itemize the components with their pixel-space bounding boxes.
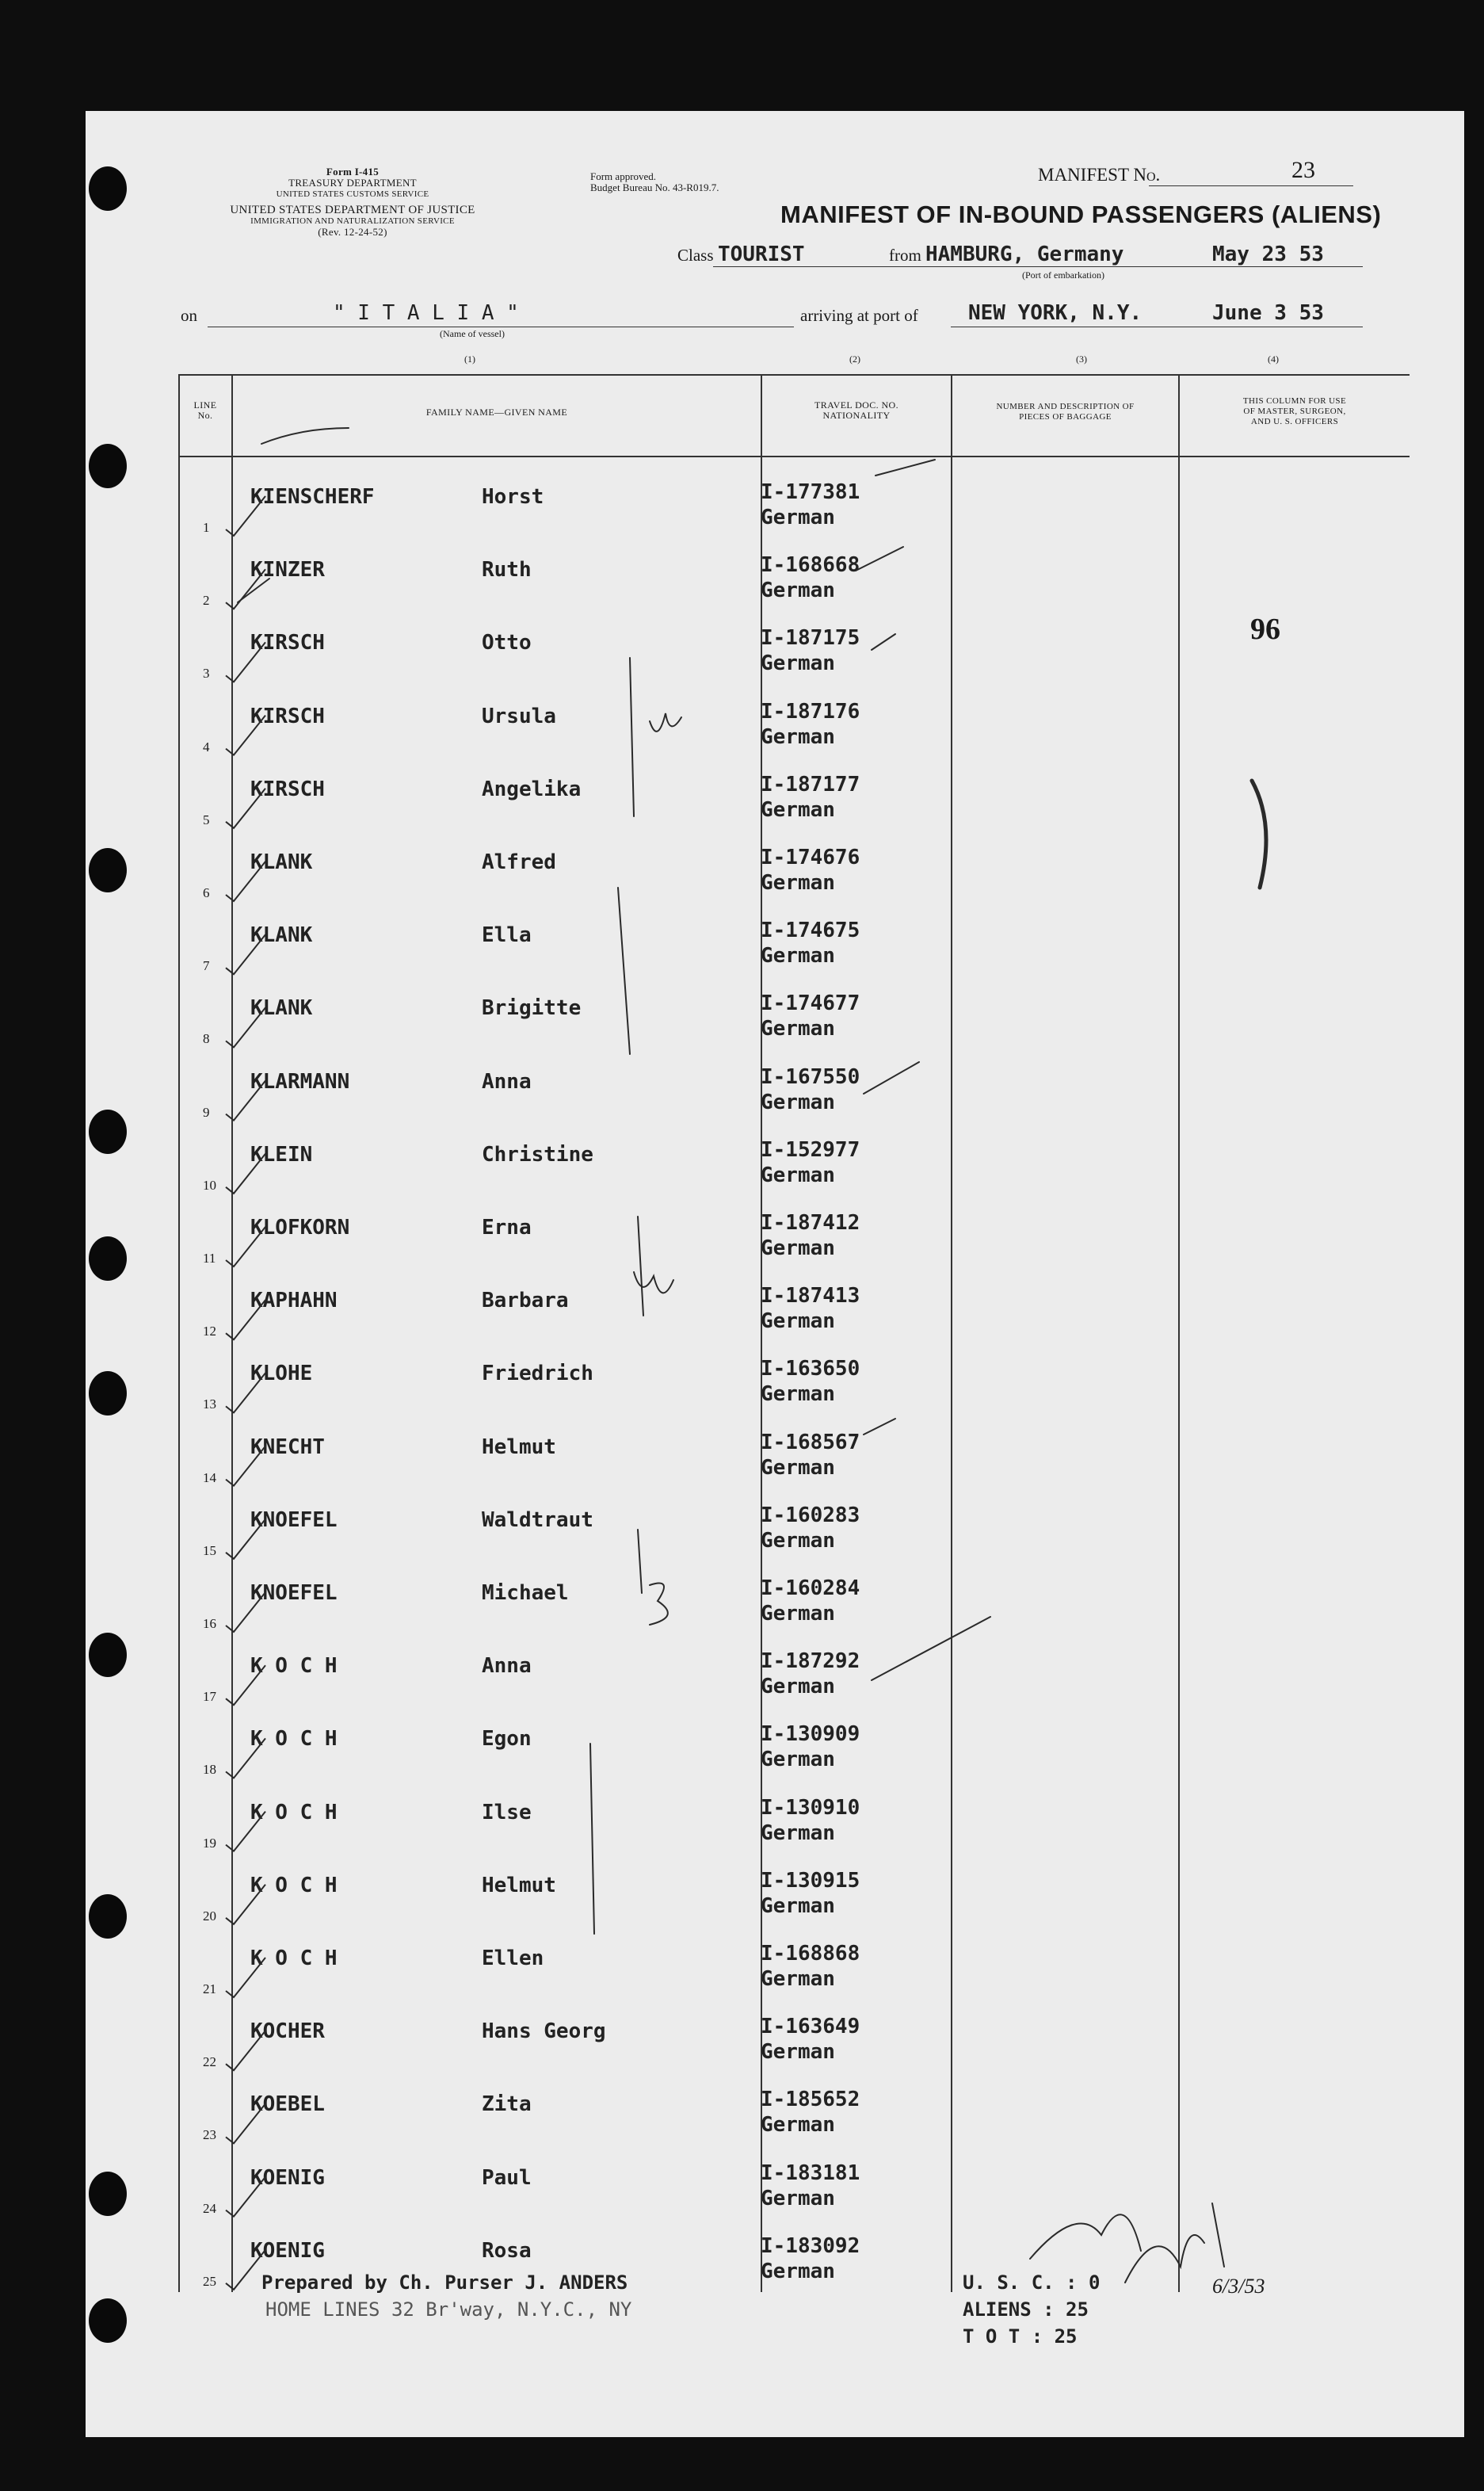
nationality: German bbox=[761, 1675, 835, 1699]
given-name: Ursula bbox=[482, 704, 556, 728]
col-num-2: (2) bbox=[849, 353, 860, 365]
line-number: 13 bbox=[203, 1396, 216, 1412]
nationality: German bbox=[761, 579, 835, 603]
family-name: KLANK bbox=[250, 850, 313, 874]
nationality: German bbox=[761, 1017, 835, 1041]
nationality: German bbox=[761, 944, 835, 969]
table-row bbox=[86, 1790, 1464, 1863]
line-number: 23 bbox=[203, 2127, 216, 2143]
given-name: Horst bbox=[482, 485, 544, 509]
given-name: Michael bbox=[482, 1581, 569, 1605]
travel-doc-no: I-160283 bbox=[761, 1503, 860, 1527]
travel-doc-no: I-187412 bbox=[761, 1211, 860, 1235]
table-row bbox=[86, 985, 1464, 1058]
col-header-name: FAMILY NAME—GIVEN NAME bbox=[425, 407, 568, 418]
col-header-doc-2: NATIONALITY bbox=[822, 410, 891, 421]
prepared-by: Prepared by Ch. Purser J. ANDERS bbox=[261, 2271, 628, 2294]
travel-doc-no: I-183092 bbox=[761, 2233, 860, 2258]
table-row bbox=[86, 1643, 1464, 1716]
family-name: KLOHE bbox=[250, 1362, 313, 1386]
officer-note: 96 bbox=[1250, 613, 1280, 646]
family-name: KNECHT bbox=[250, 1435, 325, 1459]
usc-count: U. S. C. : 0 bbox=[963, 2271, 1101, 2294]
form-revision: (Rev. 12-24-52) bbox=[318, 226, 387, 238]
given-name: Erna bbox=[482, 1216, 532, 1240]
given-name: Paul bbox=[482, 2165, 532, 2190]
nationality: German bbox=[761, 1528, 835, 1553]
given-name: Ruth bbox=[482, 558, 532, 583]
nationality: German bbox=[761, 1893, 835, 1918]
table-row bbox=[86, 547, 1464, 620]
col-header-officers-1: THIS COLUMN FOR USE bbox=[1242, 396, 1347, 406]
class-label: Class bbox=[677, 246, 714, 265]
justice-dept: UNITED STATES DEPARTMENT OF JUSTICE bbox=[230, 204, 475, 216]
ins-service: IMMIGRATION AND NATURALIZATION SERVICE bbox=[250, 216, 455, 226]
nationality: German bbox=[761, 1309, 835, 1334]
table-row bbox=[86, 1059, 1464, 1132]
family-name: KOEBEL bbox=[250, 2092, 325, 2117]
line-number: 22 bbox=[203, 2054, 216, 2070]
given-name: Otto bbox=[482, 631, 532, 655]
nationality: German bbox=[761, 1382, 835, 1407]
given-name: Ellen bbox=[482, 1947, 544, 1970]
col-num-4: (4) bbox=[1268, 353, 1279, 365]
table-row bbox=[86, 1351, 1464, 1423]
given-name: Alfred bbox=[482, 850, 556, 874]
line-number: 24 bbox=[203, 2200, 216, 2216]
family-name: KNOEFEL bbox=[250, 1581, 338, 1605]
line-number: 3 bbox=[203, 666, 210, 682]
nationality: German bbox=[761, 1455, 835, 1480]
form-number: Form I-415 bbox=[326, 166, 380, 178]
port-of-embarkation: HAMBURG, Germany bbox=[925, 243, 1124, 266]
line-number: 4 bbox=[203, 739, 210, 755]
travel-doc-no: I-187177 bbox=[761, 772, 860, 797]
line-number: 15 bbox=[203, 1542, 216, 1558]
arrival-date: June 3 53 bbox=[1212, 301, 1324, 325]
line-number: 5 bbox=[203, 812, 210, 827]
arriving-label: arriving at port of bbox=[800, 306, 918, 325]
family-name: KLANK bbox=[250, 996, 313, 1021]
col-header-doc-1: TRAVEL DOC. NO. bbox=[814, 399, 898, 411]
travel-doc-no: I-174676 bbox=[761, 846, 860, 869]
line-number: 20 bbox=[203, 1908, 216, 1924]
line-number: 17 bbox=[203, 1689, 216, 1705]
travel-doc-no: I-185652 bbox=[761, 2088, 860, 2112]
line-number: 1 bbox=[203, 520, 210, 535]
given-name: Helmut bbox=[482, 1873, 556, 1897]
given-name: Helmut bbox=[482, 1435, 556, 1459]
given-name: Brigitte bbox=[482, 996, 582, 1021]
travel-doc-no: I-152977 bbox=[761, 1137, 860, 1162]
travel-doc-no: I-130915 bbox=[761, 1868, 860, 1893]
table-row bbox=[86, 839, 1464, 912]
line-number: 16 bbox=[203, 1616, 216, 1631]
family-name: K O C H bbox=[250, 1654, 338, 1679]
table-row bbox=[86, 1570, 1464, 1643]
table-row bbox=[86, 1716, 1464, 1789]
family-name: KIRSCH bbox=[250, 704, 325, 728]
col-header-officers-3: AND U. S. OFFICERS bbox=[1250, 417, 1339, 426]
family-name: K O C H bbox=[250, 1727, 338, 1752]
nationality: German bbox=[761, 871, 835, 895]
given-name: Hans Georg bbox=[482, 2019, 606, 2044]
col-header-baggage-2: PIECES OF BAGGAGE bbox=[1019, 412, 1112, 422]
col-header-baggage-1: NUMBER AND DESCRIPTION OF bbox=[996, 402, 1135, 411]
nationality: German bbox=[761, 2113, 835, 2138]
passenger-rows bbox=[86, 0, 1464, 2491]
nationality: German bbox=[761, 1748, 835, 1772]
manifest-title: MANIFEST OF IN-BOUND PASSENGERS (ALIENS) bbox=[780, 201, 1382, 228]
given-name: Zita bbox=[482, 2092, 532, 2117]
nationality: German bbox=[761, 2186, 835, 2210]
travel-doc-no: I-130909 bbox=[761, 1722, 860, 1747]
nationality: German bbox=[761, 1236, 835, 1260]
signature-date: 6/3/53 bbox=[1212, 2275, 1265, 2298]
budget-bureau-no: Budget Bureau No. 43-R019.7. bbox=[590, 181, 719, 193]
nationality: German bbox=[761, 797, 835, 822]
line-number: 21 bbox=[203, 1981, 216, 1996]
family-name: KAPHAHN bbox=[250, 1289, 338, 1313]
nationality: German bbox=[761, 2259, 835, 2283]
manifest-no-value: 23 bbox=[1291, 157, 1315, 183]
given-name: Rosa bbox=[482, 2238, 532, 2263]
given-name: Ilse bbox=[482, 1800, 532, 1824]
table-row bbox=[86, 1424, 1464, 1497]
given-name: Christine bbox=[482, 1142, 593, 1167]
line-number: 9 bbox=[203, 1104, 210, 1120]
customs-service: UNITED STATES CUSTOMS SERVICE bbox=[276, 189, 429, 199]
travel-doc-no: I-174677 bbox=[761, 991, 860, 1016]
line-number: 6 bbox=[203, 885, 210, 900]
given-name: Waldtraut bbox=[482, 1507, 593, 1532]
travel-doc-no: I-168868 bbox=[761, 1942, 860, 1966]
from-label: from bbox=[889, 246, 921, 265]
line-number: 11 bbox=[203, 1251, 216, 1266]
table-row bbox=[86, 1205, 1464, 1278]
table-row bbox=[86, 1497, 1464, 1570]
travel-doc-no: I-187175 bbox=[761, 626, 860, 651]
aliens-count: ALIENS : 25 bbox=[963, 2298, 1089, 2321]
nationality: German bbox=[761, 1967, 835, 1991]
nationality: German bbox=[761, 651, 835, 676]
table-row bbox=[86, 2081, 1464, 2154]
family-name: KLOFKORN bbox=[250, 1216, 350, 1240]
nationality: German bbox=[761, 1090, 835, 1114]
given-name: Egon bbox=[482, 1727, 532, 1752]
table-row bbox=[86, 1863, 1464, 1935]
travel-doc-no: I-168567 bbox=[761, 1430, 860, 1454]
total-count: T O T : 25 bbox=[963, 2325, 1078, 2348]
travel-doc-no: I-177381 bbox=[761, 480, 860, 504]
on-label: on bbox=[181, 306, 197, 325]
family-name: KIRSCH bbox=[250, 777, 325, 801]
travel-doc-no: I-163650 bbox=[761, 1357, 860, 1381]
line-number: 8 bbox=[203, 1031, 210, 1047]
table-row bbox=[86, 1278, 1464, 1351]
family-name: KOCHER bbox=[250, 2019, 325, 2044]
line-number: 14 bbox=[203, 1469, 216, 1485]
travel-doc-no: I-168668 bbox=[761, 553, 860, 578]
family-name: K O C H bbox=[250, 1873, 338, 1897]
travel-doc-no: I-163649 bbox=[761, 2015, 860, 2039]
family-name: K O C H bbox=[250, 1800, 338, 1824]
table-row bbox=[86, 912, 1464, 985]
nationality: German bbox=[761, 1163, 835, 1187]
given-name: Anna bbox=[482, 1654, 532, 1679]
embarkation-date: May 23 53 bbox=[1212, 243, 1324, 266]
col-header-officers-2: OF MASTER, SURGEON, bbox=[1243, 407, 1346, 416]
col-header-line-2: No. bbox=[197, 410, 213, 421]
travel-doc-no: I-174675 bbox=[761, 919, 860, 943]
manifest-no-label: MANIFEST No. bbox=[1038, 165, 1161, 185]
family-name: KINZER bbox=[250, 558, 325, 583]
arrival-port: NEW YORK, N.Y. bbox=[968, 301, 1143, 325]
given-name: Barbara bbox=[482, 1289, 569, 1313]
port-embarkation-caption: (Port of embarkation) bbox=[1022, 269, 1104, 281]
line-number: 2 bbox=[203, 593, 210, 609]
line-number: 18 bbox=[203, 1762, 216, 1778]
col-header-line-1: LINE bbox=[193, 399, 217, 411]
family-name: KLEIN bbox=[250, 1142, 313, 1167]
travel-doc-no: I-167550 bbox=[761, 1064, 860, 1089]
home-lines: HOME LINES 32 Br'way, N.Y.C., NY bbox=[265, 2298, 632, 2321]
line-number: 12 bbox=[203, 1324, 216, 1339]
form-approved-text: Form approved. bbox=[590, 170, 657, 182]
family-name: KLANK bbox=[250, 923, 313, 948]
travel-doc-no: I-130910 bbox=[761, 1795, 860, 1820]
nationality: German bbox=[761, 1602, 835, 1626]
nationality: German bbox=[761, 2040, 835, 2065]
nationality: German bbox=[761, 506, 835, 529]
table-row bbox=[86, 693, 1464, 766]
line-number: 25 bbox=[203, 2273, 216, 2289]
vessel-caption: (Name of vessel) bbox=[440, 328, 505, 339]
table-row bbox=[86, 1935, 1464, 2008]
given-name: Anna bbox=[482, 1069, 532, 1094]
nationality: German bbox=[761, 724, 835, 749]
family-name: KOENIG bbox=[250, 2238, 325, 2263]
col-num-1: (1) bbox=[464, 353, 475, 365]
vessel-name: " I T A L I A " bbox=[333, 301, 519, 325]
travel-doc-no: I-160284 bbox=[761, 1576, 860, 1600]
family-name: KOENIG bbox=[250, 2165, 325, 2190]
table-row bbox=[86, 1132, 1464, 1205]
line-number: 10 bbox=[203, 1177, 216, 1193]
treasury-dept: TREASURY DEPARTMENT bbox=[288, 177, 417, 189]
family-name: KNOEFEL bbox=[250, 1507, 338, 1532]
travel-doc-no: I-187413 bbox=[761, 1284, 860, 1309]
given-name: Friedrich bbox=[482, 1362, 593, 1386]
family-name: KIENSCHERF bbox=[250, 485, 375, 509]
travel-doc-no: I-183181 bbox=[761, 2161, 860, 2185]
table-row bbox=[86, 766, 1464, 839]
travel-doc-no: I-187176 bbox=[761, 699, 860, 724]
table-row bbox=[86, 2008, 1464, 2081]
travel-doc-no: I-187292 bbox=[761, 1649, 860, 1674]
line-number: 7 bbox=[203, 958, 210, 974]
col-num-3: (3) bbox=[1076, 353, 1087, 365]
class-value: TOURIST bbox=[718, 243, 805, 266]
nationality: German bbox=[761, 1820, 835, 1845]
table-row bbox=[86, 474, 1464, 547]
given-name: Ella bbox=[482, 923, 532, 948]
family-name: KIRSCH bbox=[250, 631, 325, 655]
given-name: Angelika bbox=[482, 777, 582, 801]
family-name: K O C H bbox=[250, 1947, 338, 1970]
table-row bbox=[86, 2155, 1464, 2228]
family-name: KLARMANN bbox=[250, 1069, 350, 1094]
line-number: 19 bbox=[203, 1835, 216, 1851]
